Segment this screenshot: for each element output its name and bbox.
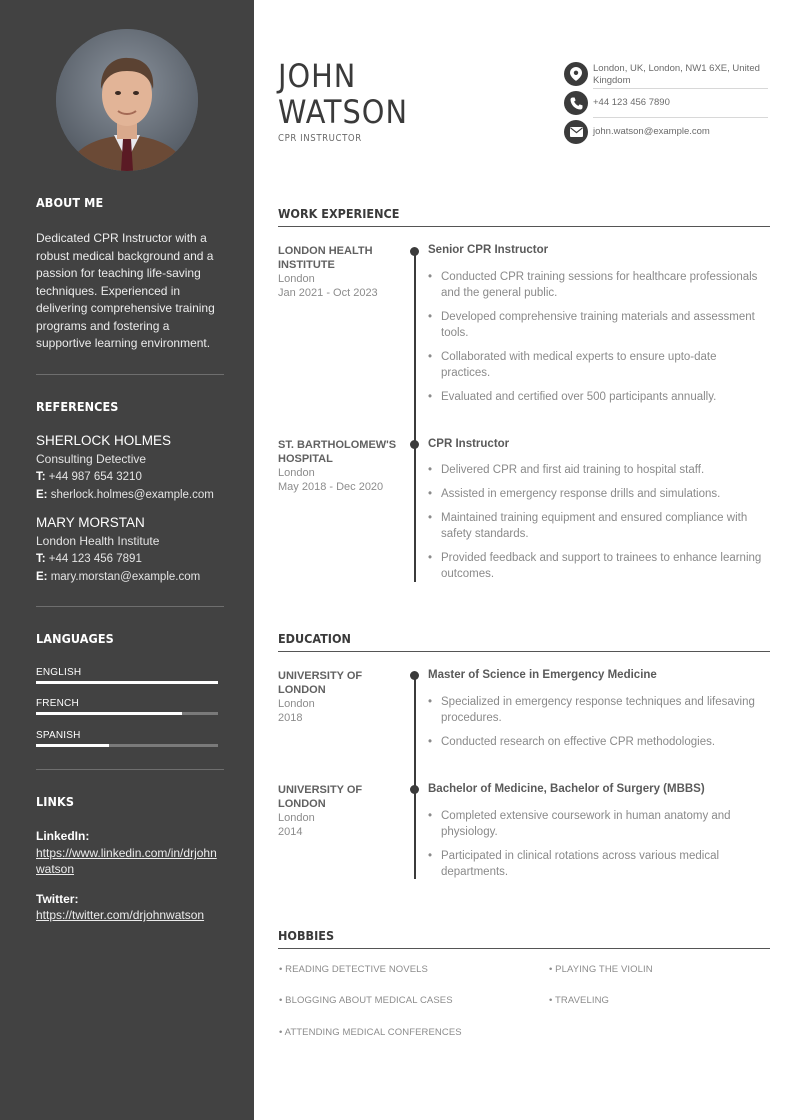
language-item — [36, 667, 218, 684]
language-item — [36, 730, 218, 747]
job-duties-list — [428, 269, 764, 413]
employer-name: LONDON HEALTH INSTITUTE — [278, 245, 373, 271]
email-value: sherlock.holmes@example.com — [50, 489, 214, 501]
education-heading: EDUCATION — [278, 631, 351, 646]
email-label: E: — [36, 571, 48, 583]
language-level-track — [36, 681, 218, 684]
about-heading: ABOUT ME — [36, 195, 104, 210]
language-name: ENGLISH — [36, 667, 82, 678]
employer-name: ST. BARTHOLOMEW'S HOSPITAL — [278, 439, 397, 465]
list-item: • Developed comprehensive training materials and assessment tools. — [428, 309, 764, 341]
job-role: CPR INSTRUCTOR — [278, 133, 362, 144]
institution-location: London — [278, 698, 315, 710]
phone-label: T: — [36, 471, 46, 483]
employer-location: London — [278, 273, 315, 285]
degree-title: Bachelor of Medicine, Bachelor of Surgery (MBBS) — [428, 783, 705, 795]
twitter-label: Twitter: — [36, 892, 79, 906]
list-item: • Conducted CPR training sessions for healthcare professionals and the general public. — [428, 269, 764, 301]
timeline-dot — [410, 785, 419, 794]
language-name: SPANISH — [36, 730, 81, 741]
reference-item — [36, 432, 236, 504]
reference-item — [36, 514, 236, 586]
email-label: E: — [36, 489, 48, 501]
list-item: • Conducted research on effective CPR methodologies. — [428, 734, 764, 750]
reference-phone — [36, 468, 236, 486]
language-level-fill — [36, 712, 182, 715]
institution-name: UNIVERSITY OF LONDON — [278, 670, 363, 696]
section-divider — [278, 651, 770, 652]
section-divider — [278, 948, 770, 949]
degree-details-list — [428, 694, 764, 758]
phone-icon — [564, 91, 588, 115]
employer-location: London — [278, 467, 315, 479]
institution-location: London — [278, 812, 315, 824]
work-timeline-line — [414, 251, 416, 582]
job-title: Senior CPR Instructor — [428, 244, 549, 256]
reference-name: SHERLOCK HOLMES — [36, 433, 172, 448]
language-item — [36, 698, 218, 715]
degree-details-list — [428, 808, 764, 888]
sidebar — [0, 0, 254, 1120]
email-value: mary.morstan@example.com — [50, 571, 201, 583]
twitter-link[interactable]: https://twitter.com/drjohnwatson — [36, 908, 205, 922]
linkedin-link[interactable]: https://www.linkedin.com/in/drjohnwatson — [36, 846, 217, 876]
hobby-item: • TRAVELING — [549, 995, 610, 1006]
contact-divider — [593, 117, 768, 118]
divider — [36, 374, 224, 375]
work-entry-meta — [278, 438, 398, 494]
list-item: • Delivered CPR and first aid training to hospital staff. — [428, 462, 764, 478]
list-item: • Collaborated with medical experts to ensure upto-date practices. — [428, 349, 764, 381]
reference-email — [36, 568, 236, 586]
phone-value: +44 987 654 3210 — [48, 471, 142, 483]
language-level-fill — [36, 681, 218, 684]
first-name: JOHN — [278, 57, 357, 95]
reference-email — [36, 486, 236, 504]
hobby-item: • PLAYING THE VIOLIN — [549, 964, 653, 975]
list-item: • Assisted in emergency response drills and simulations. — [428, 486, 764, 502]
divider — [36, 606, 224, 607]
list-item: • Provided feedback and support to trainees to enhance learning outcomes. — [428, 550, 764, 582]
portrait-illustration — [56, 29, 198, 171]
envelope-icon — [564, 120, 588, 144]
address-text: London, UK, London, NW1 6XE, United Kingdom — [593, 63, 760, 86]
reference-title: London Health Institute — [36, 534, 160, 548]
phone-text: +44 123 456 7890 — [593, 97, 670, 108]
language-level-fill — [36, 744, 109, 747]
institution-name: UNIVERSITY OF LONDON — [278, 784, 363, 810]
list-item: • Completed extensive coursework in human anatomy and physiology. — [428, 808, 764, 840]
references-heading: REFERENCES — [36, 399, 119, 414]
languages-heading: LANGUAGES — [36, 631, 114, 646]
timeline-dot — [410, 247, 419, 256]
list-item: • Maintained training equipment and ensured compliance with safety standards. — [428, 510, 764, 542]
list-item: • Specialized in emergency response techniques and lifesaving procedures. — [428, 694, 764, 726]
list-item: • Evaluated and certified over 500 participants annually. — [428, 389, 764, 405]
job-title: CPR Instructor — [428, 438, 510, 450]
reference-phone — [36, 550, 236, 568]
list-item: • Participated in clinical rotations across various medical departments. — [428, 848, 764, 880]
linkedin-label: LinkedIn: — [36, 829, 90, 843]
phone-value: +44 123 456 7891 — [48, 553, 142, 565]
hobby-item: • BLOGGING ABOUT MEDICAL CASES — [279, 995, 453, 1006]
profile-photo — [56, 29, 198, 171]
timeline-dot — [410, 440, 419, 449]
employment-dates: Jan 2021 - Oct 2023 — [278, 287, 378, 299]
last-name: WATSON — [278, 93, 408, 131]
degree-title: Master of Science in Emergency Medicine — [428, 669, 657, 681]
education-timeline-line — [414, 676, 416, 879]
reference-title: Consulting Detective — [36, 452, 147, 466]
full-name — [278, 58, 408, 130]
phone-label: T: — [36, 553, 46, 565]
graduation-year: 2018 — [278, 712, 303, 724]
about-text: Dedicated CPR Instructor with a robust medical background and a passion for teaching life-saving techniques. Experienced in delivering comprehensive training programs and fostering a supportive learning environment. — [36, 231, 215, 350]
hobbies-heading: HOBBIES — [278, 928, 335, 943]
education-entry-meta — [278, 783, 398, 839]
language-level-track — [36, 712, 218, 715]
divider — [36, 769, 224, 770]
language-level-track — [36, 744, 218, 747]
section-divider — [278, 226, 770, 227]
graduation-year: 2014 — [278, 826, 303, 838]
education-entry-meta — [278, 669, 398, 725]
hobby-item: • ATTENDING MEDICAL CONFERENCES — [279, 1027, 462, 1038]
timeline-dot — [410, 671, 419, 680]
employment-dates: May 2018 - Dec 2020 — [278, 481, 384, 493]
language-name: FRENCH — [36, 698, 79, 709]
links-heading: LINKS — [36, 794, 75, 809]
location-pin-icon — [564, 62, 588, 86]
email-text[interactable]: john.watson@example.com — [593, 126, 710, 137]
work-experience-heading: WORK EXPERIENCE — [278, 206, 400, 221]
job-duties-list — [428, 462, 764, 590]
reference-name: MARY MORSTAN — [36, 515, 145, 530]
contact-divider — [593, 88, 768, 89]
work-entry-meta — [278, 244, 398, 300]
hobby-item: • READING DETECTIVE NOVELS — [279, 964, 428, 975]
